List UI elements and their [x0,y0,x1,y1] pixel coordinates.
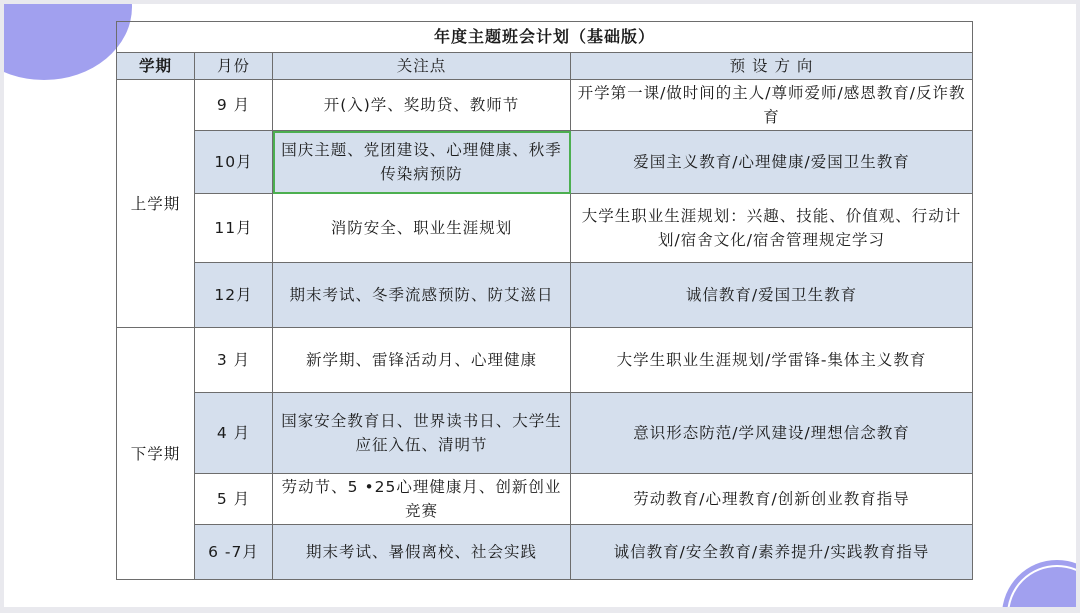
table-row [117,474,973,525]
cell-direction[interactable]: 劳动教育/心理教育/创新创业教育指导 [571,474,973,525]
cell-focus[interactable]: 国家安全教育日、世界读书日、大学生应征入伍、清明节 [273,393,571,474]
table-row [117,131,973,194]
table-row [117,393,973,474]
cell-direction[interactable]: 大学生职业生涯规划/学雷锋-集体主义教育 [571,328,973,393]
table-title-row [117,22,973,53]
cell-focus[interactable]: 期末考试、暑假离校、社会实践 [273,525,571,580]
cell-direction[interactable]: 爱国主义教育/心理健康/爱国卫生教育 [571,131,973,194]
table-row [117,194,973,263]
cell-month[interactable]: 9 月 [195,80,273,131]
annual-class-meeting-plan-table [116,21,973,580]
table-title[interactable]: 年度主题班会计划（基础版） [117,22,973,53]
cell-direction[interactable]: 诚信教育/爱国卫生教育 [571,263,973,328]
header-focus[interactable]: 关注点 [273,53,571,80]
cell-month[interactable]: 5 月 [195,474,273,525]
cell-focus[interactable]: 新学期、雷锋活动月、心理健康 [273,328,571,393]
header-month[interactable]: 月份 [195,53,273,80]
header-term[interactable]: 学期 [117,53,195,80]
cell-focus[interactable]: 劳动节、5 •25心理健康月、创新创业竞赛 [273,474,571,525]
table-header-row [117,53,973,80]
cell-direction[interactable]: 意识形态防范/学风建设/理想信念教育 [571,393,973,474]
cell-direction[interactable]: 诚信教育/安全教育/素养提升/实践教育指导 [571,525,973,580]
table-row [117,80,973,131]
cell-month[interactable]: 4 月 [195,393,273,474]
cell-focus[interactable]: 开(入)学、奖助贷、教师节 [273,80,571,131]
decorative-ring-bottom-right [1007,565,1076,607]
decorative-circle-top-left [4,4,132,80]
cell-focus[interactable]: 消防安全、职业生涯规划 [273,194,571,263]
cell-direction[interactable]: 开学第一课/做时间的主人/尊师爱师/感恩教育/反诈教育 [571,80,973,131]
term-second[interactable]: 下学期 [117,328,195,580]
cell-focus[interactable]: 期末考试、冬季流感预防、防艾滋日 [273,263,571,328]
table-row [117,328,973,393]
cell-month[interactable]: 12月 [195,263,273,328]
cell-month[interactable]: 3 月 [195,328,273,393]
term-first[interactable]: 上学期 [117,80,195,328]
header-direction[interactable]: 预 设 方 向 [571,53,973,80]
table-row [117,525,973,580]
cell-month[interactable]: 10月 [195,131,273,194]
table-row [117,263,973,328]
cell-direction[interactable]: 大学生职业生涯规划：兴趣、技能、价值观、行动计划/宿舍文化/宿舍管理规定学习 [571,194,973,263]
cell-month[interactable]: 11月 [195,194,273,263]
cell-month[interactable]: 6 -7月 [195,525,273,580]
cell-focus-selected[interactable]: 国庆主题、党团建设、心理健康、秋季传染病预防 [273,131,571,194]
